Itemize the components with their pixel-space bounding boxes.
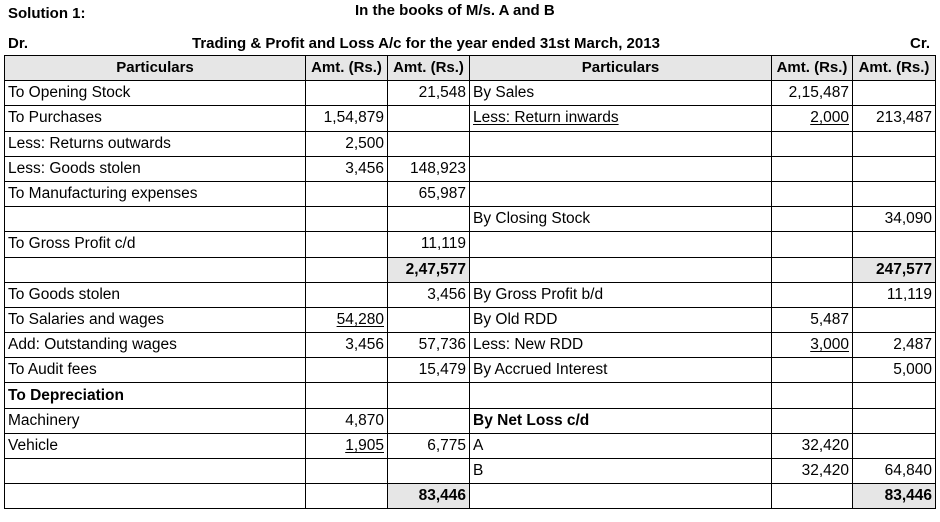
debit-total-cell (388, 383, 470, 408)
credit-particulars-cell (470, 358, 772, 383)
cell-text: To Purchases (8, 109, 102, 127)
cell-text: 2,487 (893, 336, 932, 354)
credit-total-cell (853, 459, 936, 484)
cell-text: Machinery (8, 411, 80, 429)
table-row (5, 484, 936, 509)
cell-text: 11,119 (420, 235, 466, 253)
debit-total-cell (388, 181, 470, 206)
cell-text: By Accrued Interest (473, 361, 608, 379)
debit-total-cell (388, 358, 470, 383)
debit-amount-cell (306, 81, 388, 106)
cell-text: 34,090 (884, 210, 932, 228)
debit-amount-cell (306, 333, 388, 358)
debit-total-cell (388, 282, 470, 307)
cell-text: 247,577 (875, 260, 932, 278)
table-row (5, 106, 936, 131)
credit-total-cell (853, 433, 936, 458)
credit-particulars-cell (470, 207, 772, 232)
debit-particulars-cell (5, 81, 306, 106)
credit-total-cell (853, 207, 936, 232)
credit-total-cell (853, 232, 936, 257)
credit-amount-cell (772, 257, 853, 282)
cell-text: 3,456 (345, 336, 384, 354)
cell-text: 3,000 (810, 336, 849, 354)
credit-amount-cell (772, 131, 853, 156)
debit-amount-cell (306, 131, 388, 156)
cell-text: 65,987 (418, 185, 466, 203)
table-row (5, 433, 936, 458)
cell-text: To Depreciation (8, 386, 124, 404)
credit-amount-cell (772, 156, 853, 181)
solution-label: Solution 1: (8, 5, 86, 22)
credit-amount-cell (772, 358, 853, 383)
cell-text: B (473, 462, 484, 480)
cell-text: 148,923 (409, 159, 466, 177)
credit-particulars-cell (470, 459, 772, 484)
credit-amount-cell (772, 232, 853, 257)
table-row (5, 358, 936, 383)
debit-total-cell (388, 307, 470, 332)
debit-particulars-cell (5, 333, 306, 358)
debit-total-cell (388, 232, 470, 257)
debit-label: Dr. (8, 35, 29, 52)
cell-text: 1,54,879 (323, 109, 384, 127)
cell-text: 64,840 (884, 462, 932, 480)
debit-total-cell (388, 257, 470, 282)
credit-amount-cell (772, 459, 853, 484)
credit-particulars-cell (470, 484, 772, 509)
table-row (5, 257, 936, 282)
table-row (5, 181, 936, 206)
cell-text: Add: Outstanding wages (8, 336, 177, 354)
debit-particulars-cell (5, 358, 306, 383)
cell-text: By Old RDD (473, 310, 558, 328)
cell-text: To Audit fees (8, 361, 97, 379)
cell-text: 11,119 (886, 285, 932, 303)
credit-particulars-cell (470, 156, 772, 181)
cell-text: 2,500 (345, 134, 384, 152)
debit-particulars-cell (5, 106, 306, 131)
credit-total-cell (853, 282, 936, 307)
cell-text: Less: Returns outwards (8, 134, 171, 152)
cell-text: 32,420 (801, 462, 849, 480)
debit-particulars-cell (5, 408, 306, 433)
credit-amount-header: Amt. (Rs.) (772, 56, 853, 81)
credit-amount-cell (772, 383, 853, 408)
credit-particulars-cell (470, 408, 772, 433)
debit-total-cell (388, 156, 470, 181)
cell-text: 83,446 (418, 487, 466, 505)
cell-text: 15,479 (418, 361, 466, 379)
cell-text: To Goods stolen (8, 285, 121, 303)
debit-particulars-cell (5, 484, 306, 509)
cell-text: To Manufacturing expenses (8, 185, 198, 203)
debit-amount-cell (306, 232, 388, 257)
credit-particulars-header: Particulars (470, 56, 772, 81)
debit-particulars-cell (5, 131, 306, 156)
debit-amount-cell (306, 459, 388, 484)
cell-text: 5,000 (893, 361, 932, 379)
cell-text: 1,905 (345, 436, 384, 454)
credit-total-cell (853, 106, 936, 131)
cell-text: 32,420 (801, 436, 849, 454)
table-row (5, 207, 936, 232)
debit-total-cell (388, 131, 470, 156)
table-header-row (5, 56, 936, 81)
cell-text: Vehicle (8, 436, 58, 454)
debit-particulars-cell (5, 383, 306, 408)
credit-total-cell (853, 257, 936, 282)
cell-text: 2,47,577 (405, 260, 466, 278)
debit-particulars-cell (5, 307, 306, 332)
credit-amount-cell (772, 484, 853, 509)
credit-amount-cell (772, 282, 853, 307)
debit-amount-cell (306, 307, 388, 332)
debit-total-cell (388, 333, 470, 358)
cell-text: By Gross Profit b/d (473, 285, 604, 303)
credit-total-cell (853, 333, 936, 358)
credit-total-cell (853, 307, 936, 332)
debit-particulars-cell (5, 232, 306, 257)
cell-text: Less: Goods stolen (8, 159, 141, 177)
books-heading: In the books of M/s. A and B (355, 2, 555, 19)
table-row (5, 156, 936, 181)
debit-total-header: Amt. (Rs.) (388, 56, 470, 81)
credit-total-header: Amt. (Rs.) (853, 56, 936, 81)
debit-amount-cell (306, 156, 388, 181)
table-row (5, 131, 936, 156)
credit-particulars-cell (470, 307, 772, 332)
cell-text: 21,548 (418, 84, 466, 102)
credit-particulars-cell (470, 433, 772, 458)
cell-text: 6,775 (427, 436, 466, 454)
debit-total-cell (388, 207, 470, 232)
cell-text: To Opening Stock (8, 84, 131, 102)
credit-particulars-cell (470, 282, 772, 307)
table-row (5, 459, 936, 484)
credit-total-cell (853, 156, 936, 181)
table-body (5, 81, 936, 509)
cell-text: By Closing Stock (473, 210, 591, 228)
credit-amount-cell (772, 106, 853, 131)
cell-text: To Gross Profit c/d (8, 235, 136, 253)
credit-amount-cell (772, 307, 853, 332)
credit-amount-cell (772, 207, 853, 232)
account-title: Trading & Profit and Loss A/c for the year ended 31st March, 2013 (192, 35, 660, 52)
credit-total-cell (853, 484, 936, 509)
cell-text: 2,15,487 (788, 84, 849, 102)
table-row (5, 81, 936, 106)
table-row (5, 282, 936, 307)
table-row (5, 333, 936, 358)
cell-text: Less: Return inwards (473, 109, 619, 127)
cell-text: 83,446 (884, 487, 932, 505)
table-row (5, 307, 936, 332)
credit-total-cell (853, 181, 936, 206)
credit-particulars-cell (470, 131, 772, 156)
debit-total-cell (388, 433, 470, 458)
debit-amount-header: Amt. (Rs.) (306, 56, 388, 81)
credit-total-cell (853, 408, 936, 433)
debit-total-cell (388, 408, 470, 433)
debit-amount-cell (306, 257, 388, 282)
debit-amount-cell (306, 383, 388, 408)
credit-particulars-cell (470, 383, 772, 408)
cell-text: 3,456 (345, 159, 384, 177)
cell-text: 4,870 (345, 411, 384, 429)
cell-text: 2,000 (810, 109, 849, 127)
cell-text: A (473, 436, 484, 454)
cell-text: By Net Loss c/d (473, 411, 590, 429)
debit-amount-cell (306, 181, 388, 206)
debit-particulars-cell (5, 181, 306, 206)
cell-text: 3,456 (427, 285, 466, 303)
cell-text: To Salaries and wages (8, 310, 164, 328)
cell-text: 5,487 (810, 310, 849, 328)
debit-particulars-cell (5, 156, 306, 181)
credit-particulars-cell (470, 106, 772, 131)
debit-amount-cell (306, 484, 388, 509)
credit-label: Cr. (909, 35, 930, 52)
credit-total-cell (853, 358, 936, 383)
credit-particulars-cell (470, 81, 772, 106)
trading-pl-account-table (4, 55, 936, 509)
table-row (5, 383, 936, 408)
credit-amount-cell (772, 433, 853, 458)
table-row (5, 232, 936, 257)
table-row (5, 408, 936, 433)
credit-total-cell (853, 81, 936, 106)
debit-particulars-cell (5, 282, 306, 307)
credit-amount-cell (772, 181, 853, 206)
credit-particulars-cell (470, 232, 772, 257)
debit-total-cell (388, 81, 470, 106)
debit-particulars-cell (5, 257, 306, 282)
cell-text: By Sales (473, 84, 535, 102)
credit-particulars-cell (470, 333, 772, 358)
debit-amount-cell (306, 282, 388, 307)
credit-amount-cell (772, 81, 853, 106)
credit-total-cell (853, 383, 936, 408)
debit-amount-cell (306, 433, 388, 458)
debit-amount-cell (306, 207, 388, 232)
cell-text: 213,487 (875, 109, 932, 127)
cell-text: Less: New RDD (473, 336, 584, 354)
credit-amount-cell (772, 408, 853, 433)
debit-particulars-cell (5, 207, 306, 232)
debit-particulars-cell (5, 459, 306, 484)
debit-amount-cell (306, 358, 388, 383)
debit-particulars-cell (5, 433, 306, 458)
debit-amount-cell (306, 106, 388, 131)
debit-amount-cell (306, 408, 388, 433)
credit-particulars-cell (470, 181, 772, 206)
credit-particulars-cell (470, 257, 772, 282)
credit-total-cell (853, 131, 936, 156)
cell-text: 54,280 (336, 310, 384, 328)
cell-text: 57,736 (418, 336, 466, 354)
debit-total-cell (388, 484, 470, 509)
debit-total-cell (388, 106, 470, 131)
debit-particulars-header: Particulars (5, 56, 306, 81)
debit-total-cell (388, 459, 470, 484)
credit-amount-cell (772, 333, 853, 358)
